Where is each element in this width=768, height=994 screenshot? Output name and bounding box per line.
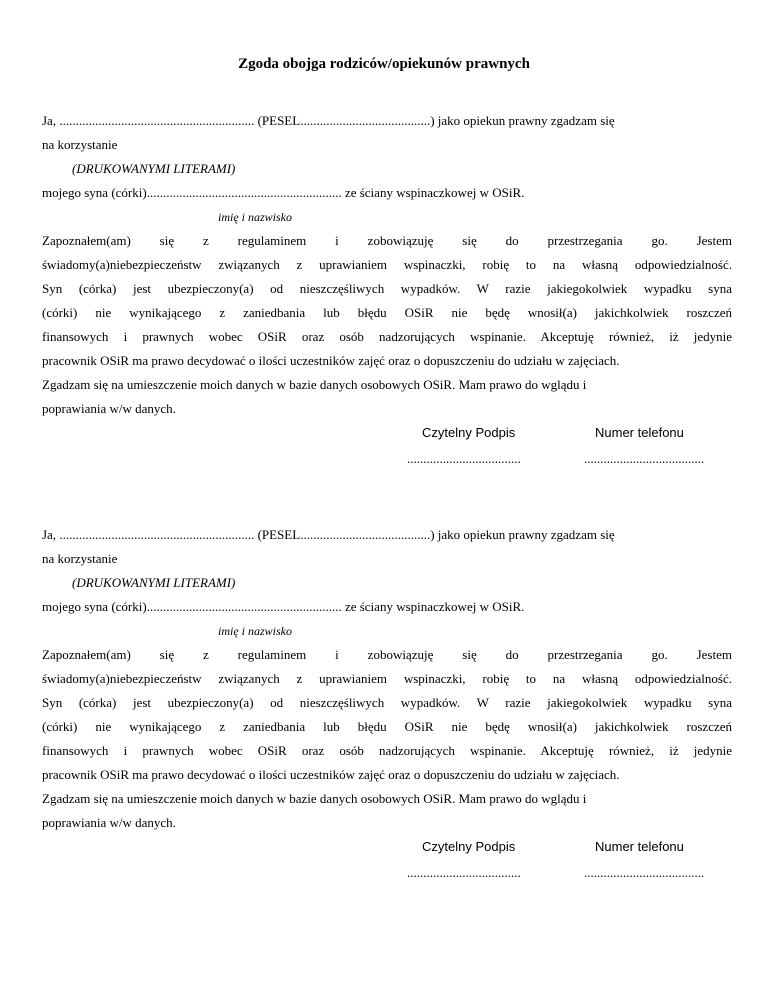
signature-label: Czytelny Podpis — [422, 425, 516, 440]
signature-fields — [42, 859, 732, 883]
phone-label: Numer telefonu — [595, 839, 684, 854]
caps-caption: (DRUKOWANYMI LITERAMI) — [72, 161, 236, 176]
name-caption: imię i nazwisko — [218, 624, 292, 638]
signature-labels — [42, 835, 732, 859]
paragraph-line: (córki) nie wynikającego z zaniedbania lub błędu OSiR nie będę wnosił(a) jakichkolwiek roszczeń — [42, 719, 732, 734]
paragraph-line: świadomy(a)niebezpieczeństw związanych z uprawianiem wspinaczki, robię to na własną odpowiedzialność. — [42, 671, 732, 686]
child-line: mojego syna (córki)............................................................ ze ściany wspinaczkowej w OSiR. — [42, 185, 525, 200]
name-caption: imię i nazwisko — [218, 210, 292, 224]
guardian-line: Ja, ............................................................ (PESEL........................................) jako opiekun prawny zgadzam się — [42, 113, 615, 128]
consent-paragraph — [42, 229, 732, 421]
phone-field[interactable]: ..................................... — [584, 865, 705, 880]
paragraph-line: świadomy(a)niebezpieczeństw związanych z uprawianiem wspinaczki, robię to na własną odpowiedzialność. — [42, 257, 732, 272]
paragraph-line: pracownik OSiR ma prawo decydować o ilości uczestników zajęć oraz o dopuszczeniu do udziału w zajęciach. — [42, 353, 620, 368]
paragraph-line: pracownik OSiR ma prawo decydować o ilości uczestników zajęć oraz o dopuszczeniu do udziału w zajęciach. — [42, 767, 620, 782]
phone-label: Numer telefonu — [595, 425, 684, 440]
consent-section-1 — [42, 109, 732, 469]
paragraph-line: Zapoznałem(am) się z regulaminem i zobowiązuję się do przestrzegania go. Jestem — [42, 233, 732, 248]
paragraph-line: Zapoznałem(am) się z regulaminem i zobowiązuję się do przestrzegania go. Jestem — [42, 647, 732, 662]
paragraph-line: Zgadzam się na umieszczenie moich danych w bazie danych osobowych OSiR. Mam prawo do wglądu i — [42, 791, 587, 806]
signature-field[interactable]: ................................... — [407, 865, 521, 880]
paragraph-line: poprawiania w/w danych. — [42, 815, 176, 830]
page-title: Zgoda obojga rodziców/opiekunów prawnych — [238, 56, 530, 72]
usage-line: na korzystanie — [42, 137, 118, 152]
paragraph-line: Syn (córka) jest ubezpieczony(a) od nieszczęśliwych wypadków. W razie jakiegokolwiek wypadku syna — [42, 281, 732, 296]
signature-field[interactable]: ................................... — [407, 451, 521, 466]
paragraph-line: finansowych i prawnych wobec OSiR oraz osób nadzorujących wspinanie. Akceptuję również, iż jedynie — [42, 743, 732, 758]
consent-paragraph — [42, 643, 732, 835]
paragraph-line: (córki) nie wynikającego z zaniedbania lub błędu OSiR nie będę wnosił(a) jakichkolwiek roszczeń — [42, 305, 732, 320]
usage-line: na korzystanie — [42, 551, 118, 566]
paragraph-line: poprawiania w/w danych. — [42, 401, 176, 416]
signature-fields — [42, 445, 732, 469]
signature-label: Czytelny Podpis — [422, 839, 516, 854]
signature-labels — [42, 421, 732, 445]
paragraph-line: finansowych i prawnych wobec OSiR oraz osób nadzorujących wspinanie. Akceptuję również, iż jedynie — [42, 329, 732, 344]
consent-section-2 — [42, 523, 732, 883]
phone-field[interactable]: ..................................... — [584, 451, 705, 466]
guardian-line: Ja, ............................................................ (PESEL........................................) jako opiekun prawny zgadzam się — [42, 527, 615, 542]
paragraph-line: Syn (córka) jest ubezpieczony(a) od nieszczęśliwych wypadków. W razie jakiegokolwiek wypadku syna — [42, 695, 732, 710]
child-line: mojego syna (córki)............................................................ ze ściany wspinaczkowej w OSiR. — [42, 599, 525, 614]
paragraph-line: Zgadzam się na umieszczenie moich danych w bazie danych osobowych OSiR. Mam prawo do wglądu i — [42, 377, 587, 392]
caps-caption: (DRUKOWANYMI LITERAMI) — [72, 575, 236, 590]
